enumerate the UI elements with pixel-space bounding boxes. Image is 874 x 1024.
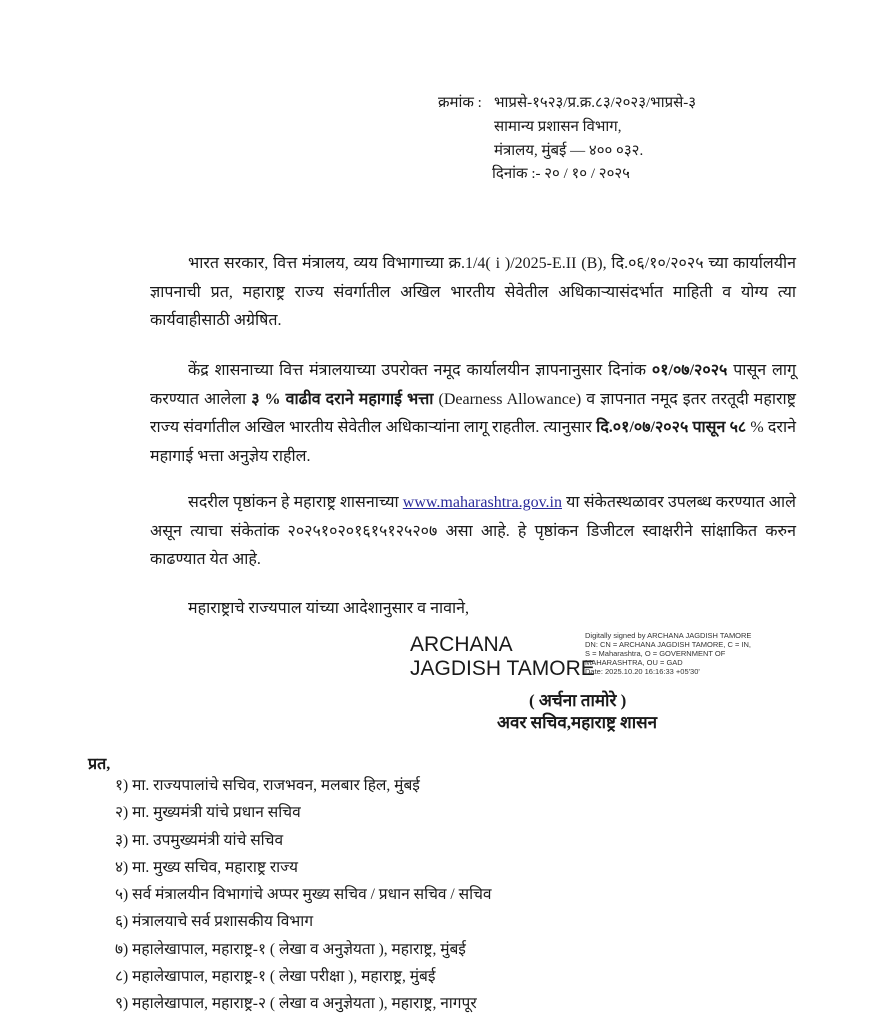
para2-text-1: केंद्र शासनाच्या वित्त मंत्रालयाच्या उपरोक्त नमूद कार्यालयीन ज्ञापनानुसार दिनांक [188,362,652,379]
digital-signature-details: Digitally signed by ARCHANA JAGDISH TAMORE DN: CN = ARCHANA JAGDISH TAMORE, C = IN, S = Maharashtra, O = GOVERNMENT OF MAHARASHTRA, OU = GAD Date: 2025.10.20 16:16:33 +05'30' [585,631,752,676]
signer-name-line2: JAGDISH TAMORE [410,657,595,680]
effective-date: ०१/०७/२०२५ [651,362,728,379]
para2-text-2: पासून लागू करण्यात आलेला [150,362,796,408]
list-item: ७) महालेखापाल, महाराष्ट्र-१ ( लेखा व अनुज्ञेयता ), महाराष्ट्र, मुंबई [115,940,466,958]
signer-name-english [410,633,595,681]
signer-name-line1: ARCHANA [410,633,513,656]
order-line: महाराष्ट्राचे राज्यपाल यांच्या आदेशानुसार व नावाने, [188,600,470,617]
para2-text-4: % दराने महागाई भत्ता अनुज्ञेय राहील. [150,419,796,465]
signer-designation: अवर सचिव,महाराष्ट्र शासन [497,713,658,732]
list-item: ६) मंत्रालयाचे सर्व प्रशासकीय विभाग [115,913,314,931]
website-link[interactable]: www.maharashtra.gov.in [402,494,562,511]
list-item: १) मा. राज्यपालांचे सचिव, राजभवन, मलबार हिल, मुंबई [115,777,420,794]
list-item: ४) मा. मुख्य सचिव, महाराष्ट्र राज्य [115,858,299,876]
para3-text-1: सदरील पृष्ठांकन हे महाराष्ट्र शासनाच्या [188,494,403,511]
signer-name-marathi: ( अर्चना तामोरे ) [529,691,627,710]
list-item: ८) महालेखापाल, महाराष्ट्र-१ ( लेखा परीक्षा ), महाराष्ट्र, मुंबई [115,968,436,986]
para3-text-2: या संकेतस्थळावर उपलब्ध करण्यात आले असून त्याचा संकेतांक २०२५१०२०१६१५१२५२०७ असा आहे. हे पृष्ठांकन डिजीटल स्वाक्षरीने सांक्षाकित करुन काढण्यात येत आहे. [150,494,796,568]
paragraph-forwarding: भारत सरकार, वित्त मंत्रालय, व्यय विभागाच्या क्र.1/4( i )/2025-E.II (B), दि.०६/१०/२०२५ च्या कार्यालयीन ज्ञापनाची प्रत, महाराष्ट्र राज्य संवर्गातील अखिल भारतीय सेवेतील अधिकाऱ्यासंदर्भात माहिती व योग्य त्या कार्यवाहीसाठी अग्रेषित. [150,255,796,329]
list-item: ५) सर्व मंत्रालयीन विभागांचे अप्पर मुख्य सचिव / प्रधान सचिव / सचिव [115,886,492,904]
reference-number: भाप्रसे-१५२३/प्र.क्र.८३/२०२३/भाप्रसे-३ [494,95,697,111]
list-item: २) मा. मुख्यमंत्री यांचे प्रधान सचिव [115,804,301,822]
document-date: दिनांक :- २० / १० / २०२५ [492,166,630,182]
department-address: मंत्रालय, मुंबई — ४०० ०३२. [494,143,644,159]
paragraph-website [150,489,796,575]
da-increase: ३ % वाढीव दराने महागाई भत्ता [251,390,434,408]
da-new-rate: दि.०१/०७/२०२५ पासून ५८ [596,419,747,436]
list-item: ९) महालेखापाल, महाराष्ट्र-२ ( लेखा व अनुज्ञेयता ), महाराष्ट्र, नागपूर [115,995,477,1013]
list-item: ३) मा. उपमुख्यमंत्री यांचे सचिव [115,831,284,849]
department-name: सामान्य प्रशासन विभाग, [494,119,622,135]
copy-to-label: प्रत, [88,756,111,773]
paragraph-dearness-allowance [150,357,796,471]
copy-to-list [115,772,492,1018]
para2-text-3: (Dearness Allowance) व ज्ञापनात नमूद इतर तरतूदी महाराष्ट्र राज्य संवर्गातील अखिल भारतीय सेवेतील अधिकाऱ्यांना लागू राहतील. त्यानुसार [150,390,797,436]
reference-label: क्रमांक : [438,95,482,111]
